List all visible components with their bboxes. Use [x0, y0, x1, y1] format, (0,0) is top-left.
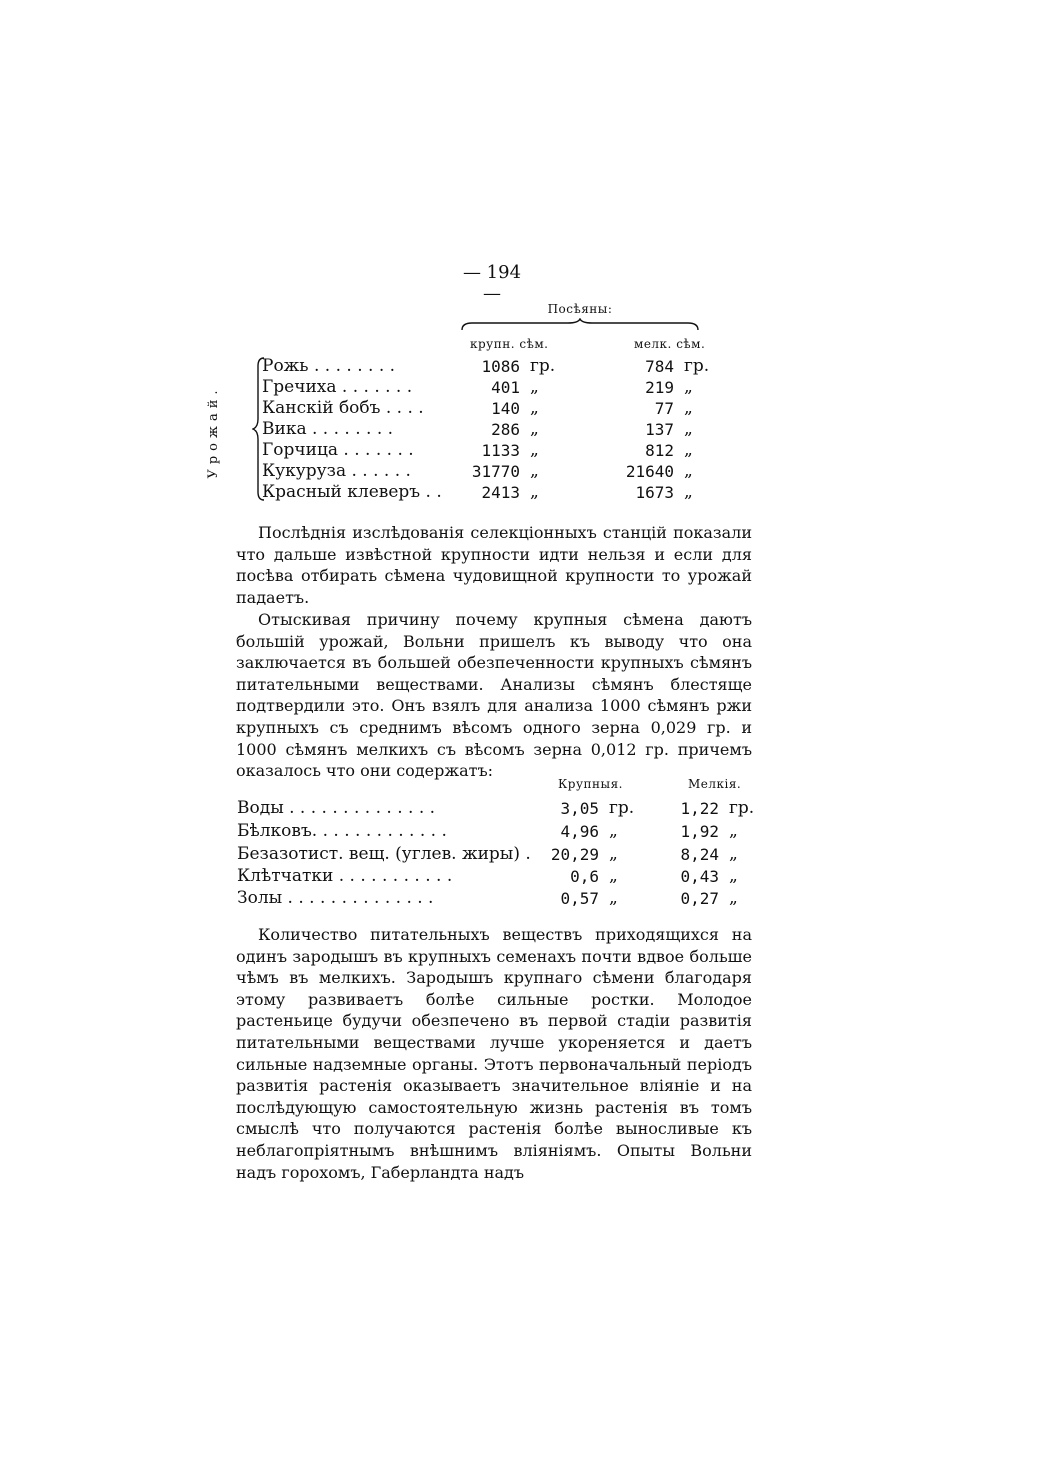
large-seed-unit: гр. [530, 356, 556, 376]
small-seed-value: 0,27 [680, 889, 719, 908]
paragraph-3: Количество питательныхъ веществъ приходящихся на одинъ зародышъ въ крупныхъ семенахъ почти вдвое больше чѣмъ въ мелкихъ. Зародышъ крупнаго сѣмени благодаря этому развиваетъ болѣе сильные ростки. Молодое растеньице будучи обезпечено въ первой стадіи развитія питательными веществами лучше укореняется и даетъ сильные надземные органы. Этотъ первоначальный періодъ развитія растенія оказываетъ значительное вліяніе и на послѣдующую самостоятельную жизнь растенія въ томъ смыслѣ что получаются растенія болѣе выносливые къ неблагопріятнымъ внѣшнимъ вліяніямъ. Опыты Вольни надъ горохомъ, Габерландта надъ [236, 925, 752, 1182]
small-seed-unit: „ [729, 821, 738, 841]
crop-name: Канскій бобъ . . . . [262, 398, 424, 418]
large-seed-unit: „ [530, 377, 539, 397]
small-seed-unit: „ [729, 844, 738, 864]
composition-col-large: Крупныя. [558, 777, 623, 791]
crop-name: Красный клеверъ . . [262, 482, 442, 502]
small-seed-value: 77 [654, 399, 674, 418]
small-seed-unit: „ [729, 866, 738, 886]
large-seed-unit: „ [530, 419, 539, 439]
large-seed-value: 401 [491, 378, 520, 397]
substance-name: Безазотист. вещ. (углев. жиры) . [237, 844, 531, 864]
harvest-row [262, 419, 722, 440]
small-seed-value: 21640 [625, 462, 674, 481]
large-seed-unit: „ [530, 398, 539, 418]
composition-row [237, 865, 757, 888]
harvest-col-small: мелк. сѣм. [634, 337, 706, 351]
large-seed-value: 4,96 [560, 822, 599, 841]
small-seed-value: 1673 [635, 483, 674, 502]
small-seed-unit: „ [684, 461, 693, 481]
harvest-row [262, 461, 722, 482]
crop-name: Рожь . . . . . . . . [262, 356, 396, 376]
composition-col-small: Мелкія. [688, 777, 742, 791]
large-seed-unit: „ [609, 821, 618, 841]
large-seed-value: 3,05 [560, 799, 599, 818]
harvest-group-header: Посѣяны: [547, 302, 613, 316]
small-seed-unit: „ [729, 888, 738, 908]
composition-row [237, 820, 757, 843]
small-seed-value: 1,92 [680, 822, 719, 841]
large-seed-unit: „ [609, 888, 618, 908]
substance-name: Золы . . . . . . . . . . . . . . [237, 888, 434, 908]
paragraph-2: Отыскивая причину почему крупныя сѣмена даютъ большій урожай, Вольни пришелъ къ выводу что она заключается въ большей обезпеченности крупныхъ сѣмянъ питательными веществами. Анализы сѣмянъ блестяще подтвердили это. Онъ взялъ для анализа 1000 сѣмянъ ржи крупныхъ съ среднимъ вѣсомъ одного зерна 0,029 гр. и 1000 сѣмянъ мелкихъ съ вѣсомъ зерна 0,012 гр. причемъ оказалось что они содержатъ: [236, 610, 752, 781]
large-seed-value: 20,29 [550, 845, 599, 864]
large-seed-value: 0,6 [570, 867, 599, 886]
substance-name: Бѣлковъ. . . . . . . . . . . . . [237, 821, 447, 841]
crop-name: Вика . . . . . . . . [262, 419, 394, 439]
small-seed-unit: гр. [729, 798, 755, 818]
small-seed-unit: „ [684, 440, 693, 460]
large-seed-unit: „ [530, 440, 539, 460]
small-seed-value: 219 [645, 378, 674, 397]
crop-name: Кукуруза . . . . . . [262, 461, 411, 481]
composition-row [237, 843, 757, 866]
small-seed-value: 0,43 [680, 867, 719, 886]
harvest-row [262, 398, 722, 419]
harvest-row [262, 377, 722, 398]
crop-name: Горчица . . . . . . . [262, 440, 414, 460]
large-seed-value: 31770 [471, 462, 520, 481]
large-seed-value: 1133 [481, 441, 520, 460]
large-seed-value: 2413 [481, 483, 520, 502]
small-seed-unit: „ [684, 377, 693, 397]
small-seed-value: 137 [645, 420, 674, 439]
small-seed-unit: гр. [684, 356, 710, 376]
small-seed-value: 8,24 [680, 845, 719, 864]
harvest-row [262, 482, 722, 503]
small-seed-value: 812 [645, 441, 674, 460]
harvest-side-label: Урожай. [206, 385, 221, 479]
substance-name: Воды . . . . . . . . . . . . . . [237, 798, 436, 818]
small-seed-unit: „ [684, 398, 693, 418]
small-seed-value: 784 [645, 357, 674, 376]
large-seed-value: 1086 [481, 357, 520, 376]
crop-name: Гречиха . . . . . . . [262, 377, 413, 397]
small-seed-unit: „ [684, 482, 693, 502]
large-seed-value: 0,57 [560, 889, 599, 908]
composition-row [237, 797, 757, 820]
paragraph-1: Послѣднія изслѣдованія селекціонныхъ станцій показали что дальше извѣстной крупности идти нельзя и если для посѣва отбирать сѣмена чудовищной крупности то урожай падаетъ. [236, 523, 752, 607]
large-seed-unit: „ [530, 482, 539, 502]
horizontal-brace [460, 318, 700, 332]
large-seed-value: 286 [491, 420, 520, 439]
large-seed-value: 140 [491, 399, 520, 418]
large-seed-unit: „ [609, 844, 618, 864]
small-seed-value: 1,22 [680, 799, 719, 818]
harvest-col-large: крупн. сѣм. [470, 337, 549, 351]
substance-name: Клѣтчатки . . . . . . . . . . . [237, 866, 453, 886]
large-seed-unit: гр. [609, 798, 635, 818]
composition-row [237, 887, 757, 910]
page-number: — 194 — [462, 262, 522, 304]
harvest-row [262, 356, 722, 377]
large-seed-unit: „ [530, 461, 539, 481]
small-seed-unit: „ [684, 419, 693, 439]
harvest-row [262, 440, 722, 461]
large-seed-unit: „ [609, 866, 618, 886]
